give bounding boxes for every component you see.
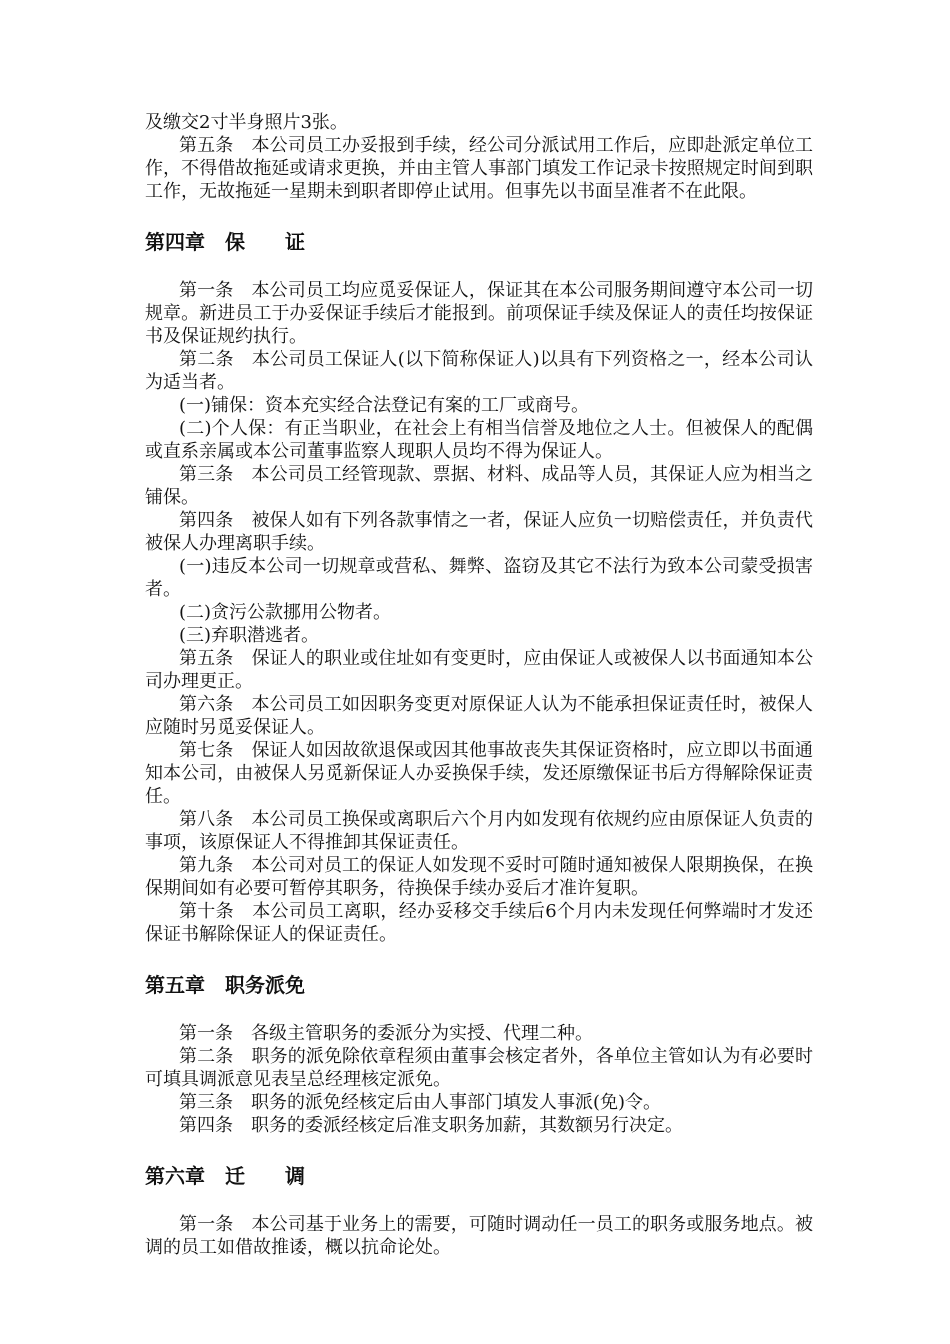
clause-paragraph: (一)违反本公司一切规章或营私、舞弊、盗窃及其它不法行为致本公司蒙受损害者。 [145, 556, 813, 600]
article-paragraph: 第五条 本公司员工办妥报到手续，经公司分派试用工作后，应即赴派定单位工作，不得借故拖延或请求更换，并由主管人事部门填发工作记录卡按照规定时间到职工作，无故拖延一星期未到职者即停止试用。但事先以书面呈准者不在此限。 [145, 135, 813, 202]
article-paragraph: 第四条 被保人如有下列各款事情之一者，保证人应负一切赔偿责任，并负责代被保人办理离职手续。 [145, 510, 813, 554]
article-paragraph: 第八条 本公司员工换保或离职后六个月内如发现有依规约应由原保证人负责的事项，该原保证人不得推卸其保证责任。 [145, 809, 813, 853]
article-paragraph: 第四条 职务的委派经核定后准支职务加薪，其数额另行决定。 [179, 1115, 683, 1136]
clause-paragraph: (二)贪污公款挪用公物者。 [179, 602, 392, 623]
chapter-6-transfer [145, 1164, 813, 1259]
article-paragraph: 第七条 保证人如因故欲退保或因其他事故丧失其保证资格时，应立即以书面通知本公司，由被保人另觅新保证人办妥换保手续，发还原缴保证书后方得解除保证责任。 [145, 740, 813, 807]
article-paragraph: 第二条 职务的派免除依章程须由董事会核定者外，各单位主管如认为有必要时可填具调派意见表呈总经理核定派免。 [145, 1046, 813, 1090]
paragraph: 及缴交2寸半身照片3张。 [145, 112, 348, 133]
article-paragraph: 第一条 各级主管职务的委派分为实授、代理二种。 [179, 1023, 593, 1044]
chapter-heading: 第四章 保 证 [145, 230, 305, 254]
article-paragraph: 第十条 本公司员工离职，经办妥移交手续后6个月内未发现任何弊端时才发还保证书解除保证人的保证责任。 [145, 901, 813, 945]
chapter-heading: 第五章 职务派免 [145, 973, 305, 997]
article-paragraph: 第三条 职务的派免经核定后由人事部门填发人事派(免)令。 [179, 1092, 662, 1113]
chapter-heading: 第六章 迁 调 [145, 1164, 305, 1188]
clause-paragraph: (二)个人保：有正当职业，在社会上有相当信誉及地位之人士。但被保人的配偶或直系亲属或本公司董事监察人现职人员均不得为保证人。 [145, 418, 813, 462]
section-continuation [145, 111, 813, 203]
article-paragraph: 第九条 本公司对员工的保证人如发现不妥时可随时通知被保人限期换保，在换保期间如有必要可暂停其职务，待换保手续办妥后才准许复职。 [145, 855, 813, 899]
clause-paragraph: (一)铺保：资本充实经合法登记有案的工厂或商号。 [179, 395, 590, 416]
chapter-5-appointment [145, 973, 813, 1137]
article-paragraph: 第三条 本公司员工经管现款、票据、材料、成品等人员，其保证人应为相当之铺保。 [145, 464, 813, 508]
article-paragraph: 第一条 本公司基于业务上的需要，可随时调动任一员工的职务或服务地点。被调的员工如借故推诿，概以抗命论处。 [145, 1214, 813, 1258]
article-paragraph: 第二条 本公司员工保证人(以下简称保证人)以具有下列资格之一，经本公司认为适当者。 [145, 349, 813, 393]
article-paragraph: 第六条 本公司员工如因职务变更对原保证人认为不能承担保证责任时，被保人应随时另觅妥保证人。 [145, 694, 813, 738]
article-paragraph: 第五条 保证人的职业或住址如有变更时，应由保证人或被保人以书面通知本公司办理更正。 [145, 648, 813, 692]
chapter-4-guarantee [145, 230, 813, 946]
document-page [145, 111, 813, 1259]
article-paragraph: 第一条 本公司员工均应觅妥保证人，保证其在本公司服务期间遵守本公司一切规章。新进员工于办妥保证手续后才能报到。前项保证手续及保证人的责任均按保证书及保证规约执行。 [145, 280, 813, 347]
clause-paragraph: (三)弃职潜逃者。 [179, 625, 320, 646]
